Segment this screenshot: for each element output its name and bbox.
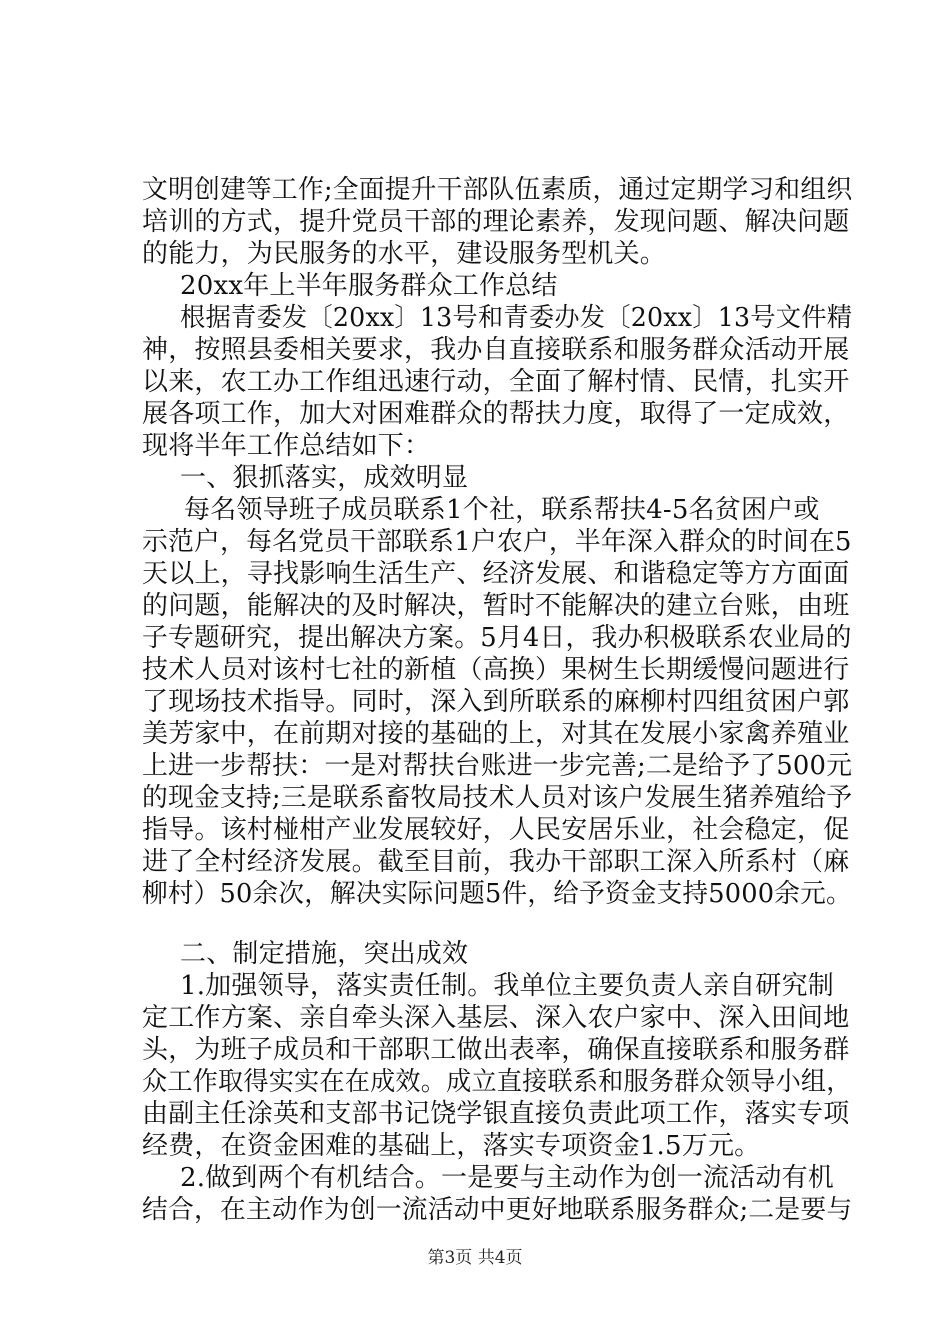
paragraph-line: 进了全村经济发展。截至目前，我办干部职工深入所系村（麻	[142, 847, 850, 877]
paragraph-line: 定工作方案、亲自牵头深入基层、深入农户家中、深入田间地	[142, 1003, 850, 1033]
page-number-footer: 第3页 共4页	[427, 1248, 523, 1268]
paragraph-line: 文明创建等工作;全面提升干部队伍素质，通过定期学习和组织	[142, 175, 853, 205]
paragraph-line: 1.加强领导，落实责任制。我单位主要负责人亲自研究制	[180, 971, 835, 1001]
paragraph-line: 技术人员对该村七社的新植（高换）果树生长期缓慢问题进行	[142, 655, 850, 685]
paragraph-line: 结合，在主动作为创一流活动中更好地联系服务群众;二是要与	[142, 1195, 853, 1225]
paragraph-line: 每名领导班子成员联系1个社，联系帮扶4-5名贫困户或	[184, 495, 820, 525]
section-heading: 一、狠抓落实，成效明显	[180, 463, 469, 493]
paragraph-line: 的问题，能解决的及时解决，暂时不能解决的建立台账，由班	[142, 591, 850, 621]
paragraph-line: 神，按照县委相关要求，我办自直接联系和服务群众活动开展	[142, 335, 850, 365]
section-heading: 二、制定措施，突出成效	[180, 939, 469, 969]
paragraph-line: 以来，农工办工作组迅速行动，全面了解村情、民情，扎实开	[142, 367, 850, 397]
paragraph-line: 2.做到两个有机结合。一是要与主动作为创一流活动有机	[180, 1163, 835, 1193]
paragraph-line: 了现场技术指导。同时，深入到所联系的麻柳村四组贫困户郭	[142, 687, 850, 717]
paragraph-line: 现将半年工作总结如下：	[142, 431, 431, 461]
paragraph-line: 的能力，为民服务的水平，建设服务型机关。	[142, 239, 667, 269]
paragraph-line: 由副主任涂英和支部书记饶学银直接负责此项工作，落实专项	[142, 1099, 850, 1129]
paragraph-line: 的现金支持;三是联系畜牧局技术人员对该户发展生猪养殖给予	[142, 783, 853, 813]
paragraph-line: 根据青委发〔20xx〕13号和青委办发〔20xx〕13号文件精	[180, 303, 853, 333]
paragraph-line: 培训的方式，提升党员干部的理论素养，发现问题、解决问题	[142, 207, 850, 237]
paragraph-line: 美芳家中，在前期对接的基础的上，对其在发展小家禽养殖业	[142, 719, 850, 749]
paragraph-line: 指导。该村椪柑产业发展较好，人民安居乐业，社会稳定，促	[142, 815, 850, 845]
paragraph-line: 示范户，每名党员干部联系1户农户，半年深入群众的时间在5	[142, 527, 852, 557]
paragraph-line: 上进一步帮扶：一是对帮扶台账进一步完善;二是给予了500元	[142, 751, 853, 781]
paragraph-line: 经费，在资金困难的基础上，落实专项资金1.5万元。	[142, 1131, 761, 1161]
paragraph-line: 头，为班子成员和干部职工做出表率，确保直接联系和服务群	[142, 1035, 850, 1065]
section-title: 20xx年上半年服务群众工作总结	[180, 271, 558, 301]
paragraph-line: 众工作取得实实在在成效。成立直接联系和服务群众领导小组，	[142, 1067, 852, 1097]
paragraph-line: 柳村）50余次，解决实际问题5件，给予资金支持5000余元。	[142, 879, 852, 909]
paragraph-line: 子专题研究，提出解决方案。5月4日，我办积极联系农业局的	[142, 623, 852, 653]
paragraph-line: 天以上，寻找影响生活生产、经济发展、和谐稳定等方方面面	[142, 559, 850, 589]
paragraph-line: 展各项工作，加大对困难群众的帮扶力度，取得了一定成效，	[142, 399, 850, 429]
